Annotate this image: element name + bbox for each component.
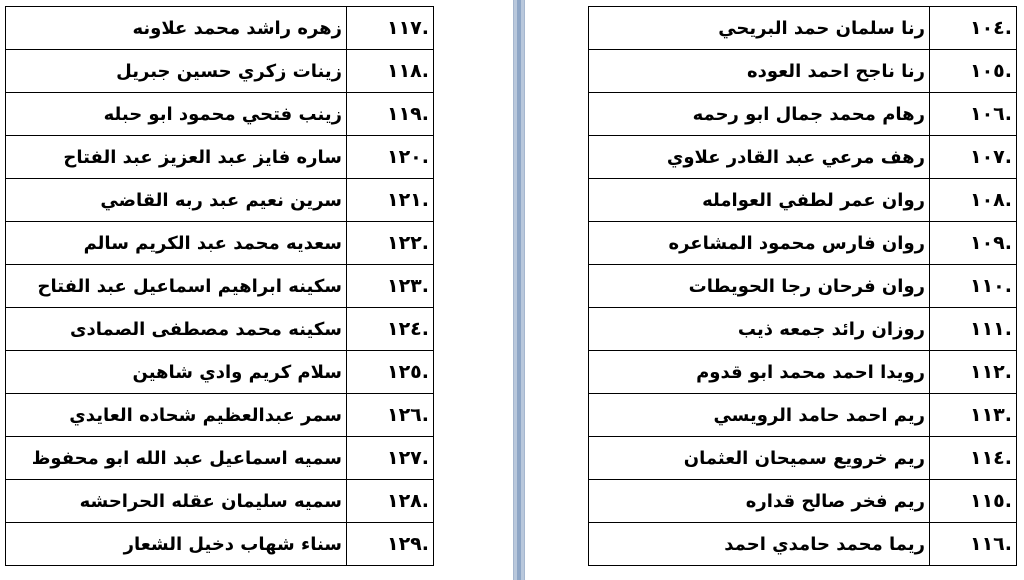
table-row	[6, 523, 434, 566]
row-number: .١٢٩	[347, 523, 434, 566]
table-row	[6, 480, 434, 523]
row-number: .١١٠	[930, 265, 1017, 308]
row-number: .١١٧	[347, 7, 434, 50]
left-name-table	[5, 6, 434, 566]
row-number: .١١٦	[930, 523, 1017, 566]
row-number: .١٢٧	[347, 437, 434, 480]
row-number: .١١١	[930, 308, 1017, 351]
row-number: .١٠٥	[930, 50, 1017, 93]
row-name: روان عمر لطفي العوامله	[589, 179, 930, 222]
table-row	[589, 351, 1017, 394]
row-number: .١١٢	[930, 351, 1017, 394]
row-number: .١١٥	[930, 480, 1017, 523]
row-number: .١١٤	[930, 437, 1017, 480]
table-row	[6, 351, 434, 394]
row-name: سرين نعيم عبد ربه القاضي	[6, 179, 347, 222]
table-row	[6, 308, 434, 351]
table-row	[6, 7, 434, 50]
row-name: ريم احمد حامد الرويسي	[589, 394, 930, 437]
row-number: .١٢٥	[347, 351, 434, 394]
row-number: .١٠٦	[930, 93, 1017, 136]
row-name: ريما محمد حامدي احمد	[589, 523, 930, 566]
row-name: سناء شهاب دخيل الشعار	[6, 523, 347, 566]
row-name: روزان رائد جمعه ذيب	[589, 308, 930, 351]
table-row	[6, 93, 434, 136]
row-number: .١٢٠	[347, 136, 434, 179]
row-name: روان فرحان رجا الحويطات	[589, 265, 930, 308]
row-number: .١٠٩	[930, 222, 1017, 265]
row-name: ريم فخر صالح قداره	[589, 480, 930, 523]
table-row	[6, 50, 434, 93]
table-row	[6, 136, 434, 179]
table-row	[589, 265, 1017, 308]
row-number: .١٢٢	[347, 222, 434, 265]
row-name: سلام كريم وادي شاهين	[6, 351, 347, 394]
row-name: رنا ناجح احمد العوده	[589, 50, 930, 93]
table-row	[589, 93, 1017, 136]
page-divider-line	[517, 0, 521, 580]
row-name: رهام محمد جمال ابو رحمه	[589, 93, 930, 136]
left-table-body	[6, 7, 434, 566]
row-number: .١١٨	[347, 50, 434, 93]
row-number: .١٢٦	[347, 394, 434, 437]
row-name: سميه سليمان عقله الحراحشه	[6, 480, 347, 523]
table-row	[6, 437, 434, 480]
row-name: سكينه ابراهيم اسماعيل عبد الفتاح	[6, 265, 347, 308]
right-name-table	[588, 6, 1017, 566]
table-row	[589, 480, 1017, 523]
row-name: روان فارس محمود المشاعره	[589, 222, 930, 265]
row-name: زهره راشد محمد علاونه	[6, 7, 347, 50]
row-name: زينب فتحي محمود ابو حبله	[6, 93, 347, 136]
row-name: سميه اسماعيل عبد الله ابو محفوظ	[6, 437, 347, 480]
table-row	[589, 136, 1017, 179]
table-row	[589, 308, 1017, 351]
row-name: رنا سلمان حمد البريحي	[589, 7, 930, 50]
row-name: سمر عبدالعظيم شحاده العايدي	[6, 394, 347, 437]
table-row	[6, 179, 434, 222]
table-row	[589, 7, 1017, 50]
table-row	[6, 265, 434, 308]
row-name: ساره فايز عبد العزيز عبد الفتاح	[6, 136, 347, 179]
row-name: ريم خرويع سميحان العثمان	[589, 437, 930, 480]
row-name: سعديه محمد عبد الكريم سالم	[6, 222, 347, 265]
table-row	[6, 222, 434, 265]
row-number: .١٢٨	[347, 480, 434, 523]
table-row	[589, 394, 1017, 437]
row-number: .١١٩	[347, 93, 434, 136]
table-row	[589, 179, 1017, 222]
row-number: .١١٣	[930, 394, 1017, 437]
row-name: سكينه محمد مصطفى الصمادى	[6, 308, 347, 351]
row-number: .١٢١	[347, 179, 434, 222]
row-number: .١٠٨	[930, 179, 1017, 222]
right-table-body	[589, 7, 1017, 566]
row-name: رويدا احمد محمد ابو قدوم	[589, 351, 930, 394]
row-number: .١٢٤	[347, 308, 434, 351]
row-number: .١٠٧	[930, 136, 1017, 179]
row-number: .١٠٤	[930, 7, 1017, 50]
table-row	[589, 523, 1017, 566]
row-name: زينات زكري حسين جبريل	[6, 50, 347, 93]
table-row	[6, 394, 434, 437]
table-row	[589, 437, 1017, 480]
table-row	[589, 50, 1017, 93]
row-number: .١٢٣	[347, 265, 434, 308]
row-name: رهف مرعي عبد القادر علاوي	[589, 136, 930, 179]
page-divider	[513, 0, 525, 580]
table-row	[589, 222, 1017, 265]
